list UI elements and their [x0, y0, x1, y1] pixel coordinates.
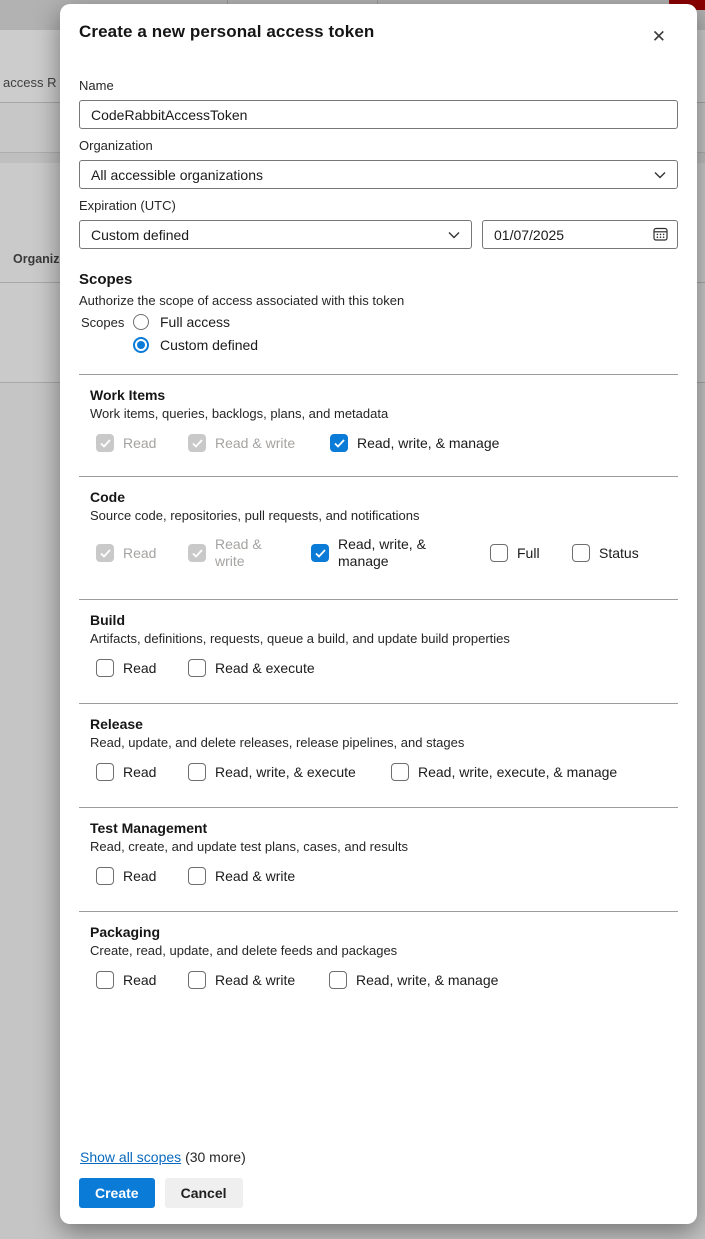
checkbox-code-full[interactable]: [490, 544, 572, 562]
checkbox-work-items-read-write-manage[interactable]: [330, 434, 499, 452]
create-button[interactable]: Create: [79, 1178, 155, 1208]
scopes-heading: Scopes: [79, 271, 133, 288]
checkbox-release-read[interactable]: [96, 763, 188, 781]
checkbox-packaging-read[interactable]: [96, 971, 188, 989]
checkbox-box[interactable]: [188, 971, 206, 989]
checkbox-work-items-read[interactable]: [96, 434, 188, 452]
checkbox-label: Read, write, & manage: [357, 434, 500, 451]
section-test-management: [79, 807, 678, 911]
checkbox-label: Read, write, & execute: [215, 763, 356, 780]
radio-label: Custom defined: [160, 337, 259, 353]
chevron-down-icon: [654, 171, 666, 179]
section-title: Work Items: [90, 387, 166, 403]
chevron-down-icon: [448, 231, 460, 239]
expiration-select-value: Custom defined: [91, 226, 190, 243]
check-icon: [100, 549, 111, 558]
checkbox-code-read[interactable]: [96, 544, 188, 562]
checkbox-box[interactable]: [96, 867, 114, 885]
expiration-label: Expiration (UTC): [79, 198, 176, 213]
expiration-row: [79, 213, 678, 249]
checkbox-box[interactable]: [96, 434, 114, 452]
check-icon: [192, 549, 203, 558]
section-options-row: [90, 867, 678, 885]
section-title: Release: [90, 716, 143, 732]
checkbox-label: Read, write, & manage: [338, 536, 426, 569]
section-description: Read, update, and delete releases, release pipelines, and stages: [90, 735, 465, 750]
checkbox-label: Read, write, & manage: [356, 971, 499, 988]
checkbox-box[interactable]: [188, 763, 206, 781]
flex-spacer: [79, 989, 678, 1149]
checkbox-label: Read: [123, 971, 157, 988]
section-description: Work items, queries, backlogs, plans, and metadata: [90, 406, 389, 421]
checkbox-packaging-read-write[interactable]: [188, 971, 329, 989]
scopes-radio-group: [79, 313, 678, 353]
section-release: [79, 703, 678, 807]
section-options-row: [90, 536, 678, 570]
checkbox-box[interactable]: [188, 659, 206, 677]
check-icon: [334, 439, 345, 448]
scopes-subheading: Authorize the scope of access associated with this token: [79, 293, 405, 308]
more-scopes-count: (30 more): [185, 1149, 246, 1165]
checkbox-box[interactable]: [572, 544, 590, 562]
radio-icon[interactable]: [133, 314, 149, 330]
check-icon: [100, 439, 111, 448]
section-build: [79, 599, 678, 703]
close-icon[interactable]: ✕: [651, 27, 666, 46]
checkbox-label: Status: [599, 544, 639, 561]
name-label: Name: [79, 78, 114, 93]
checkbox-release-read-write-execute[interactable]: [188, 763, 391, 781]
section-options-row: [90, 434, 678, 452]
check-icon: [315, 549, 326, 558]
checkbox-label: Read: [123, 544, 157, 561]
expiration-date-input[interactable]: [482, 220, 678, 249]
check-icon: [192, 439, 203, 448]
radio-full-access[interactable]: [133, 314, 678, 330]
checkbox-box[interactable]: [391, 763, 409, 781]
background-text-fragment: access R: [3, 75, 57, 90]
checkbox-label: Read: [123, 763, 157, 780]
checkbox-code-read-write[interactable]: [188, 536, 311, 570]
show-all-scopes-link[interactable]: Show all scopes: [80, 1149, 182, 1165]
checkbox-label: Read: [123, 867, 157, 884]
checkbox-label: Read & write: [215, 536, 262, 569]
checkbox-code-read-write-manage[interactable]: [311, 536, 490, 570]
checkbox-label: Read & write: [215, 867, 296, 884]
checkbox-test-read-write[interactable]: [188, 867, 295, 885]
checkbox-box[interactable]: [311, 544, 329, 562]
cancel-button[interactable]: Cancel: [165, 1178, 243, 1208]
checkbox-build-read-execute[interactable]: [188, 659, 315, 677]
dialog-header: [79, 22, 678, 48]
section-options-row: [90, 659, 678, 677]
checkbox-label: Read: [123, 434, 157, 451]
section-packaging: [79, 911, 678, 989]
checkbox-box[interactable]: [329, 971, 347, 989]
section-options-row: [90, 763, 678, 781]
organization-label: Organization: [79, 138, 153, 153]
checkbox-work-items-read-write[interactable]: [188, 434, 330, 452]
checkbox-label: Read & write: [215, 434, 296, 451]
section-description: Artifacts, definitions, requests, queue a build, and update build properties: [90, 631, 510, 646]
checkbox-box[interactable]: [490, 544, 508, 562]
checkbox-box[interactable]: [96, 659, 114, 677]
section-title: Code: [90, 489, 125, 505]
checkbox-label: Read, write, execute, & manage: [418, 763, 618, 780]
section-description: Read, create, and update test plans, cases, and results: [90, 839, 408, 854]
checkbox-build-read[interactable]: [96, 659, 188, 677]
section-code: [79, 476, 678, 599]
checkbox-label: Read & write: [215, 971, 296, 988]
expiration-select[interactable]: [79, 220, 472, 249]
background-text-fragment: Organiz: [13, 252, 60, 266]
radio-label: Full access: [160, 313, 231, 330]
scopes-radio-group-label: Scopes: [81, 315, 125, 330]
radio-custom-defined[interactable]: [133, 337, 678, 353]
section-work-items: [79, 374, 678, 476]
checkbox-label: Read: [123, 659, 157, 676]
checkbox-box[interactable]: [330, 434, 348, 452]
checkbox-box[interactable]: [188, 544, 206, 562]
section-title: Packaging: [90, 924, 161, 940]
dialog-title: Create a new personal access token: [79, 22, 375, 41]
section-title: Build: [90, 612, 125, 628]
checkbox-box[interactable]: [96, 971, 114, 989]
checkbox-box[interactable]: [96, 763, 114, 781]
checkbox-release-read-write-execute-manage[interactable]: [391, 763, 617, 781]
create-pat-dialog: [60, 4, 697, 1224]
calendar-icon[interactable]: [653, 227, 668, 241]
checkbox-box[interactable]: [188, 867, 206, 885]
section-title: Test Management: [90, 820, 208, 836]
section-description: Source code, repositories, pull requests, and notifications: [90, 508, 420, 523]
checkbox-code-status[interactable]: [572, 544, 639, 562]
checkbox-box[interactable]: [188, 434, 206, 452]
checkbox-label: Full: [517, 544, 540, 561]
radio-icon[interactable]: [133, 337, 149, 353]
name-input[interactable]: [79, 100, 678, 129]
organization-select-value: All accessible organizations: [91, 166, 263, 183]
checkbox-label: Read & execute: [215, 659, 315, 676]
checkbox-packaging-read-write-manage[interactable]: [329, 971, 498, 989]
section-description: Create, read, update, and delete feeds and packages: [90, 943, 398, 958]
checkbox-test-read[interactable]: [96, 867, 188, 885]
checkbox-box[interactable]: [96, 544, 114, 562]
scope-sections: [79, 374, 678, 989]
section-options-row: [90, 971, 678, 989]
dialog-footer-buttons: [79, 1178, 678, 1208]
organization-select[interactable]: [79, 160, 678, 189]
expiration-date-field: [482, 213, 678, 249]
show-all-scopes-row: [79, 1149, 678, 1165]
